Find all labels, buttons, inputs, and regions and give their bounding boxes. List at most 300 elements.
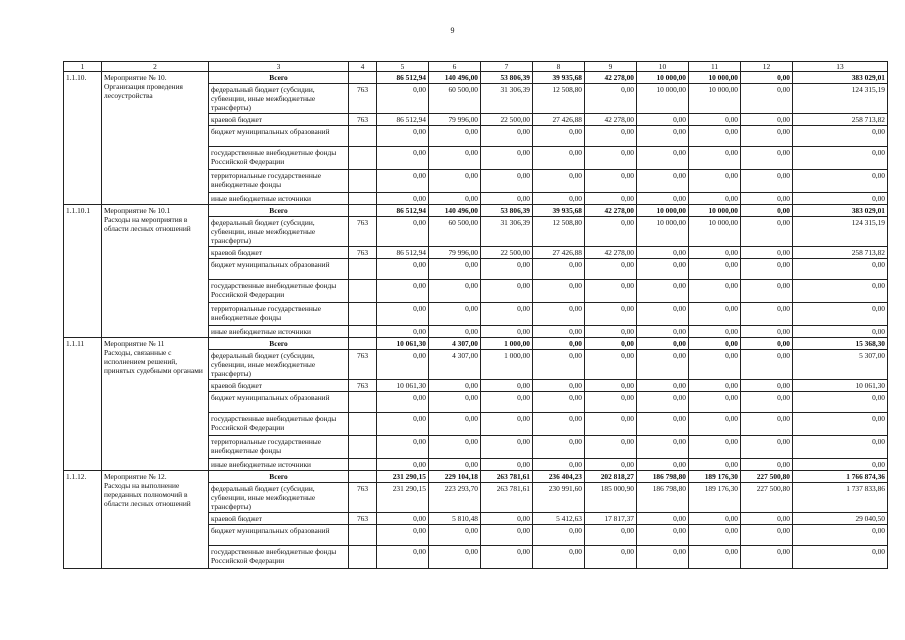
col-header: 10 [637, 62, 689, 72]
amount-cell: 0,00 [533, 193, 585, 205]
budget-code [349, 413, 377, 436]
amount-cell: 0,00 [741, 147, 793, 170]
amount-cell: 0,00 [429, 126, 481, 147]
budget-code [349, 471, 377, 483]
amount-cell: 0,00 [585, 84, 637, 114]
amount-cell: 42 278,00 [585, 205, 637, 217]
budget-code [349, 280, 377, 303]
amount-cell: 12 508,80 [533, 84, 585, 114]
funding-source: территориальные государственные внебюджетные фонды [209, 436, 349, 459]
amount-cell: 0,00 [741, 280, 793, 303]
amount-cell: 0,00 [793, 280, 888, 303]
budget-code [349, 525, 377, 546]
amount-cell: 5 810,48 [429, 513, 481, 525]
amount-cell: 0,00 [637, 338, 689, 350]
amount-cell: 22 500,00 [481, 114, 533, 126]
amount-cell: 0,00 [533, 392, 585, 413]
amount-cell: 231 290,15 [377, 483, 429, 513]
budget-code: 763 [349, 114, 377, 126]
amount-cell: 0,00 [793, 392, 888, 413]
funding-source: иные внебюджетные источники [209, 459, 349, 471]
page-number: 9 [450, 26, 455, 35]
amount-cell: 0,00 [741, 193, 793, 205]
amount-cell: 1 737 833,86 [793, 483, 888, 513]
amount-cell: 189 176,30 [689, 483, 741, 513]
amount-cell: 0,00 [741, 326, 793, 338]
amount-cell: 0,00 [585, 303, 637, 326]
amount-cell: 27 426,88 [533, 114, 585, 126]
amount-cell: 140 496,00 [429, 72, 481, 84]
funding-source: иные внебюджетные источники [209, 326, 349, 338]
amount-cell: 0,00 [481, 459, 533, 471]
funding-source: бюджет муниципальных образований [209, 126, 349, 147]
amount-cell: 0,00 [637, 147, 689, 170]
amount-cell: 0,00 [585, 350, 637, 380]
amount-cell: 0,00 [585, 380, 637, 392]
amount-cell: 0,00 [585, 525, 637, 546]
amount-cell: 0,00 [637, 436, 689, 459]
amount-cell: 4 307,00 [429, 338, 481, 350]
amount-cell: 0,00 [533, 170, 585, 193]
amount-cell: 22 500,00 [481, 247, 533, 259]
amount-cell: 0,00 [637, 513, 689, 525]
measure-description: Организация проведения лесоустройства [104, 82, 183, 100]
amount-cell: 0,00 [377, 303, 429, 326]
funding-source: краевой бюджет [209, 380, 349, 392]
col-header: 3 [209, 62, 349, 72]
amount-cell: 0,00 [533, 338, 585, 350]
amount-cell: 0,00 [481, 392, 533, 413]
amount-cell: 17 817,37 [585, 513, 637, 525]
measure-description: Расходы на мероприятия в области лесных отношений [104, 215, 191, 233]
amount-cell: 0,00 [793, 326, 888, 338]
amount-cell: 0,00 [429, 436, 481, 459]
amount-cell: 0,00 [377, 513, 429, 525]
amount-cell: 0,00 [377, 326, 429, 338]
funding-source: краевой бюджет [209, 114, 349, 126]
col-header: 9 [585, 62, 637, 72]
budget-code [349, 303, 377, 326]
funding-source: Всего [209, 471, 349, 483]
amount-cell: 0,00 [585, 280, 637, 303]
budget-code: 763 [349, 513, 377, 525]
amount-cell: 0,00 [585, 259, 637, 280]
measure-description: Расходы, связанные с исполнением решений, принятых судебными органами [104, 348, 203, 375]
funding-source: федеральный бюджет (субсидии, субвенции, иные межбюджетные трансферты) [209, 350, 349, 380]
col-header: 13 [793, 62, 888, 72]
amount-cell: 0,00 [637, 280, 689, 303]
amount-cell: 0,00 [689, 525, 741, 546]
amount-cell: 0,00 [793, 459, 888, 471]
amount-cell: 0,00 [481, 193, 533, 205]
amount-cell: 0,00 [689, 170, 741, 193]
amount-cell: 186 798,80 [637, 471, 689, 483]
amount-cell: 227 500,80 [741, 471, 793, 483]
amount-cell: 0,00 [741, 525, 793, 546]
section-total-row [64, 338, 888, 350]
amount-cell: 42 278,00 [585, 247, 637, 259]
budget-code: 763 [349, 350, 377, 380]
amount-cell: 0,00 [741, 114, 793, 126]
funding-source: Всего [209, 72, 349, 84]
amount-cell: 0,00 [533, 326, 585, 338]
amount-cell: 0,00 [741, 350, 793, 380]
amount-cell: 0,00 [377, 546, 429, 569]
funding-source: бюджет муниципальных образований [209, 392, 349, 413]
amount-cell: 0,00 [481, 259, 533, 280]
measure-code: 1.1.11 [64, 338, 102, 471]
amount-cell: 0,00 [793, 436, 888, 459]
amount-cell: 10 000,00 [637, 205, 689, 217]
amount-cell: 0,00 [377, 436, 429, 459]
amount-cell: 0,00 [689, 280, 741, 303]
amount-cell: 0,00 [689, 303, 741, 326]
amount-cell: 0,00 [481, 303, 533, 326]
col-header: 5 [377, 62, 429, 72]
amount-cell: 0,00 [429, 413, 481, 436]
amount-cell: 383 029,01 [793, 205, 888, 217]
amount-cell: 29 040,50 [793, 513, 888, 525]
budget-code [349, 170, 377, 193]
amount-cell: 227 500,80 [741, 483, 793, 513]
amount-cell: 236 404,23 [533, 471, 585, 483]
amount-cell: 0,00 [533, 147, 585, 170]
amount-cell: 0,00 [689, 350, 741, 380]
amount-cell: 79 996,00 [429, 247, 481, 259]
amount-cell: 10 000,00 [689, 205, 741, 217]
measure-code: 1.1.10.1 [64, 205, 102, 338]
col-header: 11 [689, 62, 741, 72]
funding-source: бюджет муниципальных образований [209, 525, 349, 546]
amount-cell: 263 781,61 [481, 471, 533, 483]
measure-code: 1.1.10. [64, 72, 102, 205]
amount-cell: 223 293,70 [429, 483, 481, 513]
amount-cell: 0,00 [689, 326, 741, 338]
amount-cell: 231 290,15 [377, 471, 429, 483]
amount-cell: 0,00 [481, 413, 533, 436]
amount-cell: 0,00 [637, 114, 689, 126]
amount-cell: 0,00 [481, 170, 533, 193]
amount-cell: 0,00 [585, 126, 637, 147]
budget-code: 763 [349, 84, 377, 114]
amount-cell: 383 029,01 [793, 72, 888, 84]
amount-cell: 0,00 [793, 546, 888, 569]
amount-cell: 0,00 [741, 126, 793, 147]
amount-cell: 0,00 [533, 525, 585, 546]
amount-cell: 0,00 [377, 217, 429, 247]
amount-cell: 12 508,80 [533, 217, 585, 247]
amount-cell: 86 512,94 [377, 114, 429, 126]
budget-code [349, 338, 377, 350]
amount-cell: 258 713,82 [793, 247, 888, 259]
funding-source: краевой бюджет [209, 247, 349, 259]
col-header: 7 [481, 62, 533, 72]
budget-code [349, 326, 377, 338]
measure-name [102, 72, 209, 205]
amount-cell: 0,00 [689, 436, 741, 459]
amount-cell: 0,00 [793, 259, 888, 280]
table-body [64, 62, 888, 569]
amount-cell: 0,00 [741, 436, 793, 459]
amount-cell: 0,00 [637, 247, 689, 259]
amount-cell: 0,00 [741, 170, 793, 193]
amount-cell: 0,00 [533, 350, 585, 380]
amount-cell: 31 306,39 [481, 84, 533, 114]
amount-cell: 0,00 [689, 338, 741, 350]
funding-source: иные внебюджетные источники [209, 193, 349, 205]
amount-cell: 60 500,00 [429, 84, 481, 114]
amount-cell: 0,00 [637, 170, 689, 193]
amount-cell: 10 000,00 [689, 72, 741, 84]
amount-cell: 0,00 [481, 280, 533, 303]
amount-cell: 0,00 [689, 459, 741, 471]
amount-cell: 0,00 [637, 380, 689, 392]
col-header: 6 [429, 62, 481, 72]
measure-title: Мероприятие № 10. [104, 73, 167, 82]
amount-cell: 10 000,00 [637, 217, 689, 247]
amount-cell: 0,00 [741, 413, 793, 436]
amount-cell: 1 000,00 [481, 350, 533, 380]
measure-name [102, 205, 209, 338]
amount-cell: 53 806,39 [481, 205, 533, 217]
amount-cell: 0,00 [429, 326, 481, 338]
funding-source: федеральный бюджет (субсидии, субвенции, иные межбюджетные трансферты) [209, 84, 349, 114]
amount-cell: 186 798,80 [637, 483, 689, 513]
amount-cell: 4 307,00 [429, 350, 481, 380]
amount-cell: 0,00 [637, 459, 689, 471]
amount-cell: 0,00 [533, 413, 585, 436]
amount-cell: 10 000,00 [689, 84, 741, 114]
amount-cell: 27 426,88 [533, 247, 585, 259]
amount-cell: 0,00 [585, 546, 637, 569]
measure-name [102, 471, 209, 569]
funding-source: государственные внебюджетные фонды Российской Федерации [209, 147, 349, 170]
amount-cell: 0,00 [741, 459, 793, 471]
amount-cell: 0,00 [429, 380, 481, 392]
amount-cell: 0,00 [533, 259, 585, 280]
amount-cell: 0,00 [377, 392, 429, 413]
col-header: 4 [349, 62, 377, 72]
amount-cell: 0,00 [689, 413, 741, 436]
amount-cell: 0,00 [741, 303, 793, 326]
funding-source: государственные внебюджетные фонды Российской Федерации [209, 546, 349, 569]
funding-source: федеральный бюджет (субсидии, субвенции, иные межбюджетные трансферты) [209, 217, 349, 247]
amount-cell: 39 935,68 [533, 72, 585, 84]
amount-cell: 39 935,68 [533, 205, 585, 217]
amount-cell: 0,00 [533, 280, 585, 303]
col-header: 8 [533, 62, 585, 72]
amount-cell: 0,00 [585, 326, 637, 338]
amount-cell: 0,00 [741, 205, 793, 217]
header-row [64, 62, 888, 72]
amount-cell: 10 000,00 [637, 84, 689, 114]
amount-cell: 0,00 [689, 546, 741, 569]
amount-cell: 0,00 [377, 350, 429, 380]
amount-cell: 42 278,00 [585, 114, 637, 126]
amount-cell: 0,00 [689, 259, 741, 280]
amount-cell: 0,00 [741, 259, 793, 280]
amount-cell: 5 307,00 [793, 350, 888, 380]
amount-cell: 10 000,00 [637, 72, 689, 84]
amount-cell: 0,00 [741, 72, 793, 84]
amount-cell: 0,00 [793, 170, 888, 193]
amount-cell: 10 000,00 [689, 217, 741, 247]
amount-cell: 0,00 [585, 459, 637, 471]
amount-cell: 0,00 [377, 147, 429, 170]
amount-cell: 124 315,19 [793, 84, 888, 114]
budget-code [349, 72, 377, 84]
budget-code [349, 147, 377, 170]
amount-cell: 0,00 [585, 217, 637, 247]
amount-cell: 0,00 [429, 303, 481, 326]
section-total-row [64, 471, 888, 483]
amount-cell: 230 991,60 [533, 483, 585, 513]
funding-source: Всего [209, 338, 349, 350]
amount-cell: 0,00 [793, 147, 888, 170]
amount-cell: 0,00 [481, 147, 533, 170]
amount-cell: 185 000,90 [585, 483, 637, 513]
amount-cell: 0,00 [741, 247, 793, 259]
measure-description: Расходы на выполнение переданных полномочий в области лесных отношений [104, 481, 191, 508]
amount-cell: 0,00 [377, 170, 429, 193]
amount-cell: 258 713,82 [793, 114, 888, 126]
amount-cell: 79 996,00 [429, 114, 481, 126]
amount-cell: 0,00 [637, 326, 689, 338]
budget-code [349, 392, 377, 413]
budget-code [349, 546, 377, 569]
amount-cell: 0,00 [741, 546, 793, 569]
amount-cell: 0,00 [637, 525, 689, 546]
amount-cell: 0,00 [793, 303, 888, 326]
amount-cell: 0,00 [741, 392, 793, 413]
amount-cell: 0,00 [793, 126, 888, 147]
amount-cell: 86 512,94 [377, 247, 429, 259]
amount-cell: 0,00 [741, 380, 793, 392]
amount-cell: 0,00 [429, 459, 481, 471]
amount-cell: 0,00 [637, 126, 689, 147]
amount-cell: 0,00 [429, 392, 481, 413]
amount-cell: 0,00 [533, 459, 585, 471]
amount-cell: 53 806,39 [481, 72, 533, 84]
amount-cell: 0,00 [429, 546, 481, 569]
funding-source: территориальные государственные внебюджетные фонды [209, 170, 349, 193]
amount-cell: 0,00 [637, 392, 689, 413]
amount-cell: 0,00 [689, 380, 741, 392]
amount-cell: 0,00 [637, 303, 689, 326]
measure-title: Мероприятие № 12. [104, 472, 167, 481]
measure-title: Мероприятие № 11 [104, 339, 165, 348]
amount-cell: 189 176,30 [689, 471, 741, 483]
budget-code [349, 259, 377, 280]
amount-cell: 0,00 [377, 413, 429, 436]
budget-table [63, 61, 888, 569]
amount-cell: 0,00 [377, 280, 429, 303]
amount-cell: 229 104,18 [429, 471, 481, 483]
amount-cell: 10 061,30 [793, 380, 888, 392]
amount-cell: 0,00 [429, 147, 481, 170]
section-total-row [64, 72, 888, 84]
funding-source: государственные внебюджетные фонды Российской Федерации [209, 413, 349, 436]
amount-cell: 0,00 [637, 350, 689, 380]
amount-cell: 86 512,94 [377, 72, 429, 84]
amount-cell: 0,00 [377, 525, 429, 546]
amount-cell: 0,00 [377, 126, 429, 147]
funding-source: краевой бюджет [209, 513, 349, 525]
budget-code: 763 [349, 380, 377, 392]
amount-cell: 0,00 [689, 114, 741, 126]
measure-code: 1.1.12. [64, 471, 102, 569]
amount-cell: 31 306,39 [481, 217, 533, 247]
amount-cell: 0,00 [793, 525, 888, 546]
section-total-row [64, 205, 888, 217]
budget-code: 763 [349, 483, 377, 513]
amount-cell: 0,00 [429, 280, 481, 303]
amount-cell: 0,00 [741, 217, 793, 247]
amount-cell: 0,00 [481, 513, 533, 525]
funding-source: территориальные государственные внебюджетные фонды [209, 303, 349, 326]
measure-title: Мероприятие № 10.1 [104, 206, 171, 215]
amount-cell: 140 496,00 [429, 205, 481, 217]
budget-code [349, 436, 377, 459]
amount-cell: 0,00 [429, 525, 481, 546]
amount-cell: 0,00 [377, 193, 429, 205]
amount-cell: 0,00 [741, 513, 793, 525]
amount-cell: 0,00 [481, 126, 533, 147]
amount-cell: 86 512,94 [377, 205, 429, 217]
amount-cell: 0,00 [533, 380, 585, 392]
amount-cell: 0,00 [377, 84, 429, 114]
amount-cell: 0,00 [741, 338, 793, 350]
amount-cell: 5 412,63 [533, 513, 585, 525]
amount-cell: 0,00 [429, 170, 481, 193]
amount-cell: 0,00 [481, 525, 533, 546]
amount-cell: 15 368,30 [793, 338, 888, 350]
funding-source: бюджет муниципальных образований [209, 259, 349, 280]
amount-cell: 0,00 [429, 259, 481, 280]
amount-cell: 0,00 [689, 193, 741, 205]
measure-name [102, 338, 209, 471]
budget-code [349, 459, 377, 471]
amount-cell: 10 061,30 [377, 380, 429, 392]
amount-cell: 0,00 [689, 126, 741, 147]
amount-cell: 0,00 [585, 147, 637, 170]
budget-code: 763 [349, 247, 377, 259]
amount-cell: 0,00 [637, 193, 689, 205]
amount-cell: 0,00 [689, 513, 741, 525]
amount-cell: 10 061,30 [377, 338, 429, 350]
amount-cell: 124 315,19 [793, 217, 888, 247]
amount-cell: 263 781,61 [481, 483, 533, 513]
amount-cell: 0,00 [585, 193, 637, 205]
amount-cell: 0,00 [793, 413, 888, 436]
col-header: 1 [64, 62, 102, 72]
amount-cell: 0,00 [585, 413, 637, 436]
amount-cell: 0,00 [585, 392, 637, 413]
amount-cell: 0,00 [637, 259, 689, 280]
funding-source: Всего [209, 205, 349, 217]
amount-cell: 0,00 [377, 259, 429, 280]
amount-cell: 0,00 [481, 380, 533, 392]
amount-cell: 0,00 [533, 546, 585, 569]
amount-cell: 0,00 [481, 546, 533, 569]
budget-code: 763 [349, 217, 377, 247]
budget-code [349, 126, 377, 147]
budget-code [349, 205, 377, 217]
amount-cell: 0,00 [377, 459, 429, 471]
col-header: 12 [741, 62, 793, 72]
amount-cell: 42 278,00 [585, 72, 637, 84]
amount-cell: 1 000,00 [481, 338, 533, 350]
